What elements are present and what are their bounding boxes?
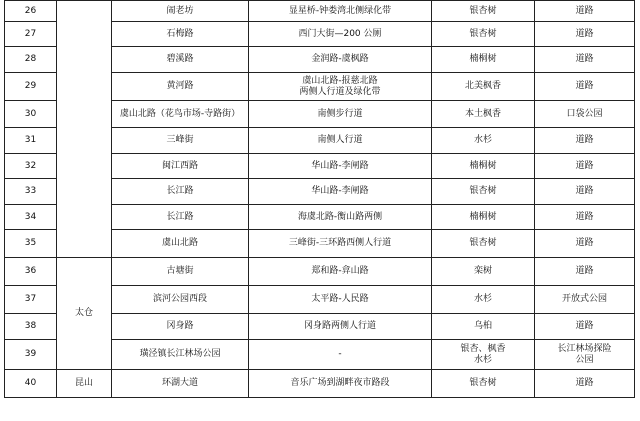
section-line: 太平路-人民路 [311, 294, 369, 304]
tree-line: 银杏树 [469, 28, 497, 39]
type-line: 道路 [575, 211, 594, 222]
tree-cell [432, 340, 535, 370]
type-line: 道路 [575, 81, 594, 91]
type-line: 口袋公园 [566, 108, 603, 119]
section-line: 南侧步行道 [317, 108, 363, 119]
row-number: 30 [5, 101, 57, 128]
street-cell: 冈身路 [112, 314, 249, 340]
type-cell [535, 230, 635, 258]
row-number: 37 [5, 286, 57, 314]
section-line: 华山路-李闸路 [311, 186, 369, 196]
type-cell [535, 314, 635, 340]
type-cell [535, 154, 635, 179]
type-line: 道路 [575, 28, 594, 39]
type-cell [535, 340, 635, 370]
type-line: 道路 [575, 186, 594, 196]
type-line: 道路 [575, 135, 594, 145]
tree-planting-table [4, 0, 635, 398]
section-cell [249, 258, 432, 286]
type-line: 开放式公园 [561, 294, 607, 304]
tree-line: 银杏树 [469, 186, 497, 196]
section-line: 显星桥-钟娄湾北侧绿化带 [288, 5, 392, 16]
row-number: 34 [5, 205, 57, 230]
table-row [5, 258, 635, 286]
tree-cell [432, 128, 535, 154]
tree-line: 楠桐树 [469, 160, 497, 171]
section-cell [249, 205, 432, 230]
street-cell: 碧溪路 [112, 47, 249, 73]
street-cell: 古塘街 [112, 258, 249, 286]
street-cell: 闽江西路 [112, 154, 249, 179]
section-line: 西门大街—200 公厕 [298, 28, 382, 39]
tree-line: 本土枫香 [464, 108, 501, 119]
tree-line: 水杉 [473, 135, 492, 145]
street-cell: 虞山北路（花鸟市场-寺路街） [112, 101, 249, 128]
tree-cell [432, 1, 535, 22]
tree-cell [432, 370, 535, 398]
table-row [5, 370, 635, 398]
row-number: 39 [5, 340, 57, 370]
section-line: 音乐广场到湖畔夜市路段 [290, 378, 390, 388]
type-line: 长江林场探险 [557, 343, 612, 354]
tree-line: 水杉 [473, 294, 492, 304]
section-cell [249, 340, 432, 370]
tree-line: 银杏树 [469, 5, 497, 16]
tree-line: 楠桐树 [469, 211, 497, 222]
type-line: 道路 [575, 54, 594, 64]
section-cell [249, 179, 432, 205]
street-cell: 长江路 [112, 205, 249, 230]
city-cell: 昆山 [57, 370, 112, 398]
type-line: 道路 [575, 5, 594, 16]
section-cell [249, 286, 432, 314]
section-line: 华山路-李闸路 [311, 160, 369, 171]
tree-cell [432, 314, 535, 340]
section-line: 金润路-虞枫路 [311, 54, 369, 64]
tree-line: 水杉 [473, 354, 492, 365]
street-cell: 三峰街 [112, 128, 249, 154]
table-body [5, 1, 635, 398]
type-cell [535, 179, 635, 205]
city-cell: 太仓 [57, 258, 112, 370]
section-line: 郑和路-弇山路 [311, 266, 369, 276]
section-cell [249, 314, 432, 340]
section-line: 冈身路两侧人行道 [303, 321, 376, 331]
type-cell [535, 73, 635, 101]
tree-line: 楠桐树 [469, 54, 497, 64]
section-cell [249, 128, 432, 154]
tree-cell [432, 258, 535, 286]
tree-cell [432, 73, 535, 101]
row-number: 31 [5, 128, 57, 154]
type-line: 道路 [575, 378, 594, 388]
tree-cell [432, 205, 535, 230]
row-number: 40 [5, 370, 57, 398]
type-line: 道路 [575, 160, 594, 171]
type-cell [535, 101, 635, 128]
street-cell: 环湖大道 [112, 370, 249, 398]
section-line: 南侧人行道 [317, 135, 363, 145]
type-line: 道路 [575, 321, 594, 331]
type-cell [535, 22, 635, 47]
type-cell [535, 47, 635, 73]
street-cell: 长江路 [112, 179, 249, 205]
city-cell [57, 1, 112, 258]
street-cell: 滨河公园西段 [112, 286, 249, 314]
section-cell [249, 370, 432, 398]
type-line: 道路 [575, 238, 594, 248]
row-number: 29 [5, 73, 57, 101]
tree-cell [432, 22, 535, 47]
type-cell [535, 286, 635, 314]
tree-cell [432, 154, 535, 179]
street-cell: 闹老坊 [112, 1, 249, 22]
type-cell [535, 1, 635, 22]
section-cell [249, 1, 432, 22]
type-cell [535, 258, 635, 286]
row-number: 33 [5, 179, 57, 205]
row-number: 36 [5, 258, 57, 286]
tree-line: 银杏树 [469, 378, 497, 388]
tree-line: 乌桕 [473, 321, 492, 331]
type-line: 道路 [575, 266, 594, 276]
section-line: 三峰街-三环路西侧人行道 [288, 238, 392, 248]
street-cell: 璜泾镇长江林场公园 [112, 340, 249, 370]
tree-line: 银杏树 [469, 238, 497, 248]
section-cell [249, 154, 432, 179]
street-cell: 黄河路 [112, 73, 249, 101]
section-cell [249, 230, 432, 258]
section-cell [249, 101, 432, 128]
tree-line: 栾树 [473, 266, 492, 276]
tree-line: 银杏、枫香 [460, 343, 506, 354]
row-number: 28 [5, 47, 57, 73]
section-line: 虞山北路-报慈北路 [302, 75, 378, 86]
section-line: 海虞北路-衡山路两侧 [297, 211, 383, 222]
street-cell: 石梅路 [112, 22, 249, 47]
row-number: 38 [5, 314, 57, 340]
type-cell [535, 370, 635, 398]
tree-cell [432, 179, 535, 205]
tree-line: 北美枫香 [464, 81, 501, 91]
type-cell [535, 128, 635, 154]
section-cell [249, 22, 432, 47]
type-line: 公园 [575, 354, 594, 365]
row-number: 35 [5, 230, 57, 258]
row-number: 26 [5, 1, 57, 22]
tree-cell [432, 230, 535, 258]
row-number: 32 [5, 154, 57, 179]
section-cell [249, 73, 432, 101]
section-cell [249, 47, 432, 73]
table-row [5, 1, 635, 22]
street-cell: 虞山北路 [112, 230, 249, 258]
type-cell [535, 205, 635, 230]
row-number: 27 [5, 22, 57, 47]
tree-cell [432, 286, 535, 314]
section-line: 两侧人行道及绿化带 [299, 86, 381, 97]
tree-cell [432, 47, 535, 73]
section-line: - [338, 349, 342, 359]
tree-cell [432, 101, 535, 128]
